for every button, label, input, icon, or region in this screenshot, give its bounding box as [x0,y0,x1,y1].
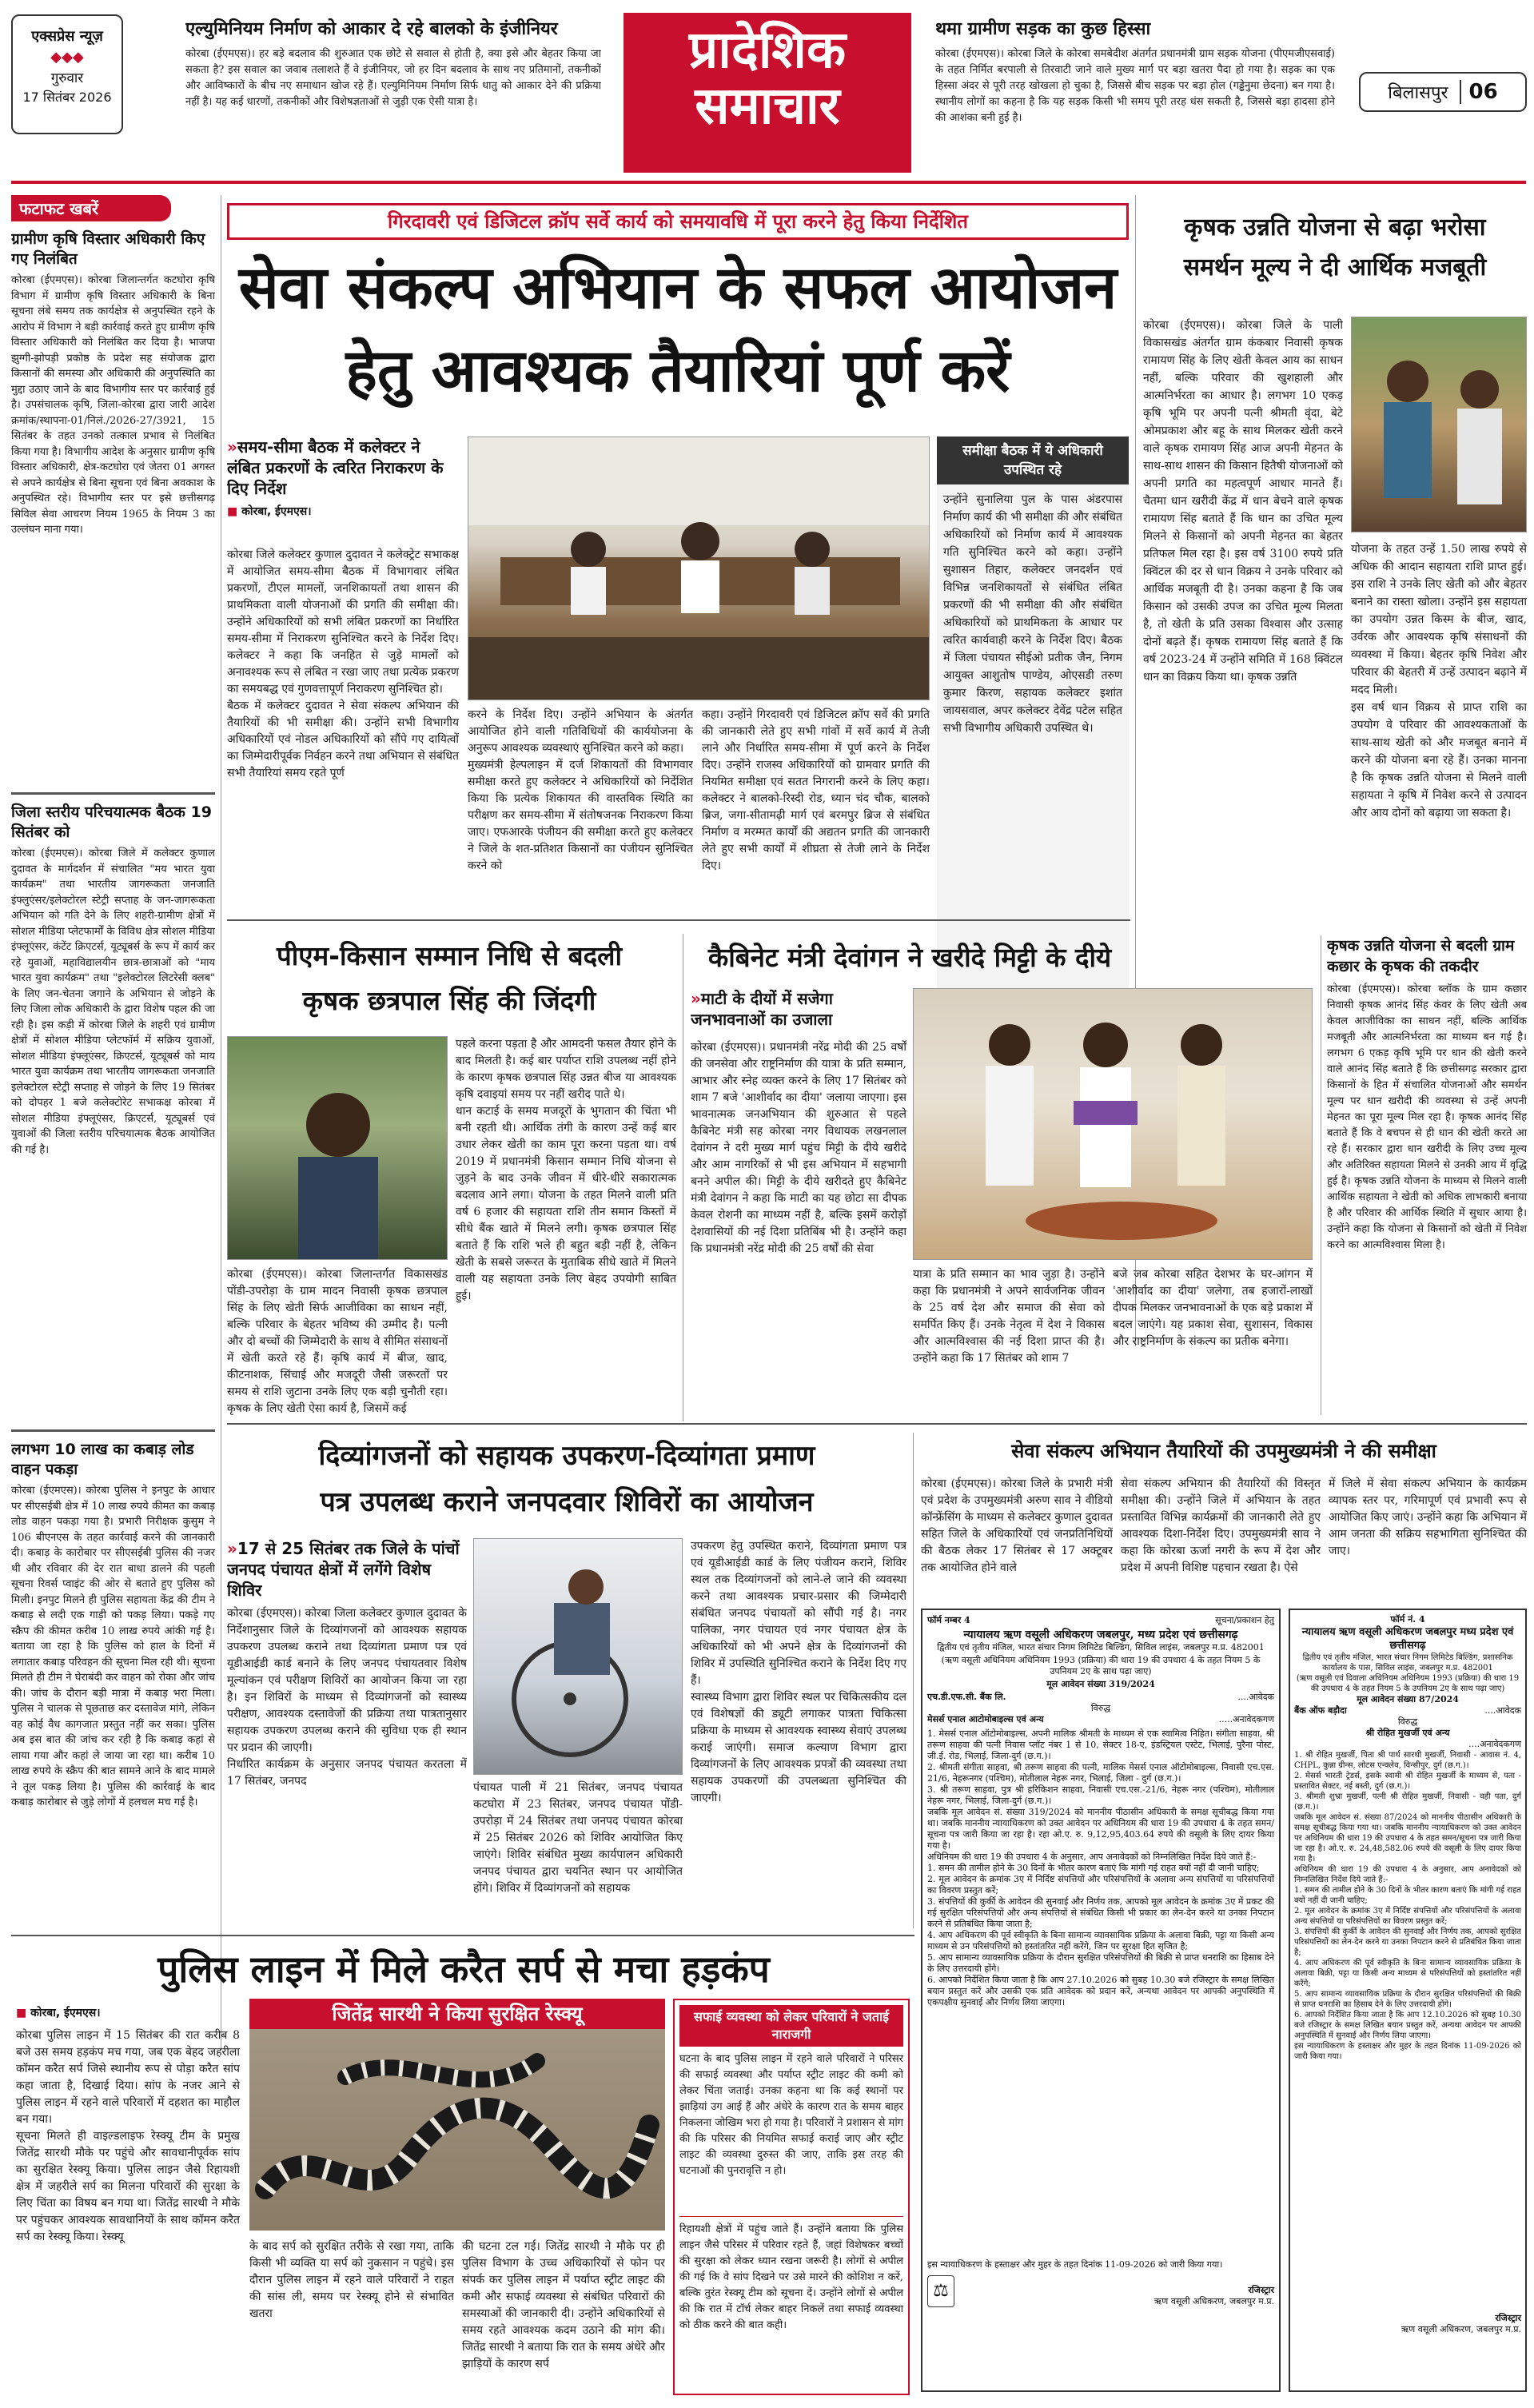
legal-sign-office: ऋण वसूली अधिकरण, जबलपुर म.प्र. [1153,2296,1274,2306]
lead-subhead-arrow-icon: » [227,437,237,456]
deewangan-headline: कैबिनेट मंत्री देवांगन ने खरीदे मिट्टी के दीये [707,942,1112,973]
divyang-headline-line1: दिव्यांगजनों को सहायक उपकरण-दिव्यांगता प्रमाण [318,1440,815,1472]
deewangan-col-2: यात्रा के प्रति सम्मान का भाव जुड़ा है। उन्होंने कहा कि प्रधानमंत्री ने अपने सार्वजनिक जीवन के 25 वर्ष देश और समाज की सेवा को समर्पित किए हैं। उनके नेतृत्व में देश ने विकास और आत्मविश्वास की नई दिशा प्राप्त की है। उन्होंने कहा कि 17 सितंबर को शाम 7 [913,1268,1105,1365]
divyang-divider [913,1433,914,1928]
dateline-bullet-icon: ■ [227,505,238,518]
kisan-badli-headline: कृषक उन्नति योजना से बदली ग्राम कछार के कृषक की तकदीर [1327,937,1515,975]
fatafat-item-1-text: कोरबा (ईएमएस)। कोरबा जिलान्तर्गत कटघोरा कृषि विभाग में ग्रामीण कृषि विस्तार अधिकारी के बिना सूचना लंबे समय तक कार्यक्षेत्र से अनुपस्थित रहने के आरोप में विभाग ने बड़ी कार्रवाई करते हुए ग्रामीण कृषि विस्तार अधिकारी को निलंबित कर दिया है। भाजपा झुग्गी-झोपड़ी प्रकोष्ठ के प्रदेश सह संयोजक द्वारा किसानों की समस्या और अधिकारी की अनुपस्थिति का मुद्दा उठाए जाने के बाद विभागीय स्तर पर कार्रवाई हुई है। उपसंचालक कृषि, जिला-कोरबा द्वारा जारी आदेश क्रमांक/स्थापना-01/निलं./2026-27/3921, 15 सितंबर के तहत उनको तत्काल प्रभाव से निलंबित किया गया है। विभागीय आदेश के अनुसार ग्रामीण कृषि विस्तार अधिकारी, क्षेत्र-कटघोरा एवं जेतरा 01 अगस्त से अपने कार्यक्षेत्र से बिना सूचना एवं बिना अवकाश के अनुपस्थित रहे। विभागीय स्तर पर इसे छत्तीसगढ़ सिविल सेवा आचरण नियम 1965 के नियम 3 का उल्लंघन माना गया। [11,274,215,536]
divyang-subhead-arrow-icon: » [227,1539,237,1558]
top-story-right-headline: थमा ग्रामीण सड़क का कुछ हिस्सा [935,19,1151,39]
legal-respondent-role: .....अनावेदकगण [1218,1714,1274,1724]
pm-kisan-headline-line2: कृषक छत्रपाल सिंह की जिंदगी [302,985,596,1016]
legal-versus: विरुद्ध [1090,1703,1111,1713]
lead-col-2: करने के निर्देश दिए। उन्होंने अभियान के अंतर्गत आयोजित होने वाली गतिविधियों की कार्ययोजना के अनुरूप आवश्यक व्यवस्थाएं सुनिश्चित करने को कहा। मुख्यमंत्री हेल्पलाइन में दर्ज शिकायतों की विभागवार समीक्षा करते हुए कलेक्टर ने अधिकारियों को निर्देशित किया कि प्रत्येक शिकायत की वास्तविक स्थिति का परीक्षण कर समय-सीमा में संतोषजनक निराकरण किया जाए। एफआरके पंजीयन की समीक्षा करते हुए कलेक्टर ने जिले के शत-प्रतिशत किसानों का पंजीयन सुनिश्चित करने को [468,708,693,872]
section-title-line2: समाचार [695,77,840,136]
legal2-form-number: फॉर्म नं. 4 [1390,1614,1425,1625]
lead-meeting-photo [468,437,930,700]
brand-ornament-icon: ◆◆◆ [50,49,84,66]
fatafat-item-3-headline: लगभग 10 लाख का कबाड़ लोड वाहन पकड़ा [11,1441,194,1478]
fatafat-item-3-text: कोरबा (ईएमएस)। कोरबा पुलिस ने इनपुट के आधार पर सीएसईबी क्षेत्र में 10 लाख रुपये कीमत का कबाड़ लोड वाहन पकड़ा गया है। प्रभारी निरीक्षक कुसुम ने 106 बीएनएस के तहत कार्रवाई करने की जानकारी दी। कबाड़ के कारोबार पर सीएसईबी पुलिस की नजर थी और रविवार की देर रात बाधा डालने की पहली सूचना रिवर्स प्वाइंट की ओर से बताते हुए पुलिस को मिली। इनपुट मिलने ही पुलिस सहायता केंद्र की टीम ने कबाड़ से लदी एक गाड़ी को पकड़ लिया। पकड़े गए स्क्रैप की कीमत करीब 10 लाख रुपये आंकी गई है। बताया जा रहा है कि पुलिस को हाल के दिनों में लगातार कबाड़ परिवहन की सूचना मिल रही थी। सूचना मिलते ही टीम ने घेराबंदी कर वाहन को रोका और जांच की। जांच के दौरान बड़ी मात्रा में कबाड़ भरा मिला। पुलिस ने चालक से पूछताछ कर दस्तावेज मांगे, लेकिन वह कोई वैध कागजात प्रस्तुत नहीं कर सका। पुलिस अब इस बात की जांच कर रही है कि कबाड़ कहां से लाया गया और कहां ले जाया जा रहा था। करीब 10 लाख रुपये के स्क्रैप की बात सामने आने के बाद मामले ने तूल पकड़ लिया है। पुलिस की कार्रवाई के बाद कबाड़ कारोबार से जुड़े लोगों में हलचल मच गई है। [11,1485,215,1808]
legal2-versus: विरुद्ध [1397,1716,1418,1727]
top-story-left-headline: एल्युमिनियम निर्माण को आकार दे रहे बालको के इंजीनियर [185,19,558,39]
lead-subhead: »समय-सीमा बैठक में कलेक्टर ने लंबित प्रकरणों के त्वरित निराकरण के दिए निर्देश [227,437,444,498]
lead-kicker-text: गिरदावरी एवं डिजिटल क्रॉप सर्वे कार्य को समयावधि में पूरा करने हेतु किया निर्देशित [388,210,968,233]
legal-address: द्वितीय एवं तृतीय मंजिल, भारत संचार निगम लिमिटेड बिल्डिंग, सिविल लाइंस, जबलपुर म.प्र. 482001 [937,1642,1265,1653]
divyang-col-1: कोरबा (ईएमएस)। कोरबा जिला कलेक्टर कुणाल दुदावत के निर्देशानुसार जिले के दिव्यांगजनों को आवश्यक सहायक उपकरण उपलब्ध कराने तथा दिव्यांगता प्रमाण पत्र एवं यूडीआईडी कार्ड बनाने के लिए जनपद पंचायतवार विशेष मूल्यांकन एवं परीक्षण शिविरों का आयोजन किया जा रहा है। इन शिविरों के माध्यम से दिव्यांगजनों को स्वास्थ्य परीक्षण, आवश्यक दस्तावेजों की प्रक्रिया तथा पात्रतानुसार सहायक उपकरण उपलब्ध कराने की सुविधा एक ही स्थान पर प्रदान की जाएगी। निर्धारित कार्यक्रम के अनुसार जनपद पंचायत करतला में 17 सितंबर, जनपद [227,1607,467,1788]
brand-name: एक्सप्रेस न्यूज़ [31,28,103,45]
legal2-respondent: श्री रोहित मुखर्जी एवं अन्य [1365,1728,1450,1738]
legal-title: न्यायालय ऋण वसूली अधिकरण जबलपुर, मध्य प्रदेश एवं छत्तीसगढ़ [963,1629,1238,1641]
legal2-sign: रजिस्ट्रार [1495,2313,1521,2323]
police-dateline-bullet-icon: ■ [16,2007,27,2019]
upmukhyamantri-col-2: सेवा संकल्प अभियान की तैयारियों की विस्तृत समीक्षा की। उन्होंने जिले में अभियान के तहत प्रस्तावित विभिन्न कार्यक्रमों की जानकारी लेते हुए आवश्यक दिशा-निर्देश दिए। उपमुख्यमंत्री साव ने कहा कि कोरबा ऊर्जा नगरी के रूप में देश और प्रदेश में अपनी विशिष्ट पहचान रखता है। ऐसे [1121,1477,1321,1574]
legal-bank: एच.डी.एफ.सी. बैंक लि. [927,1692,1006,1702]
police-box-text: घटना के बाद पुलिस लाइन में रहने वाले परिवारों ने परिसर की सफाई व्यवस्था और पर्याप्त स्ट्रीट लाइट की कमी को लेकर चिंता जताई। उनका कहना था कि कई स्थानों पर झाड़ियां उग आई हैं और अंधेरे के कारण रात के समय बाहर निकलना जोखिम भरा हो गया है। परिवारों ने प्रशासन से मांग की कि परिसर की नियमित सफाई कराई जाए और स्ट्रीट लाइट की व्यवस्था दुरुस्त की जाए, ताकि इस तरह की घटनाओं की पुनरावृत्ति न हो। [679,2053,903,2177]
legal2-bank-role: ....आवेदक [1484,1705,1521,1716]
top-story-left-text: कोरबा (ईएमएस)। हर बड़े बदलाव की शुरुआत एक छोटे से सवाल से होती है, क्या इसे और बेहतर किया जा सकता है? इस सवाल का जवाब तलाशते हैं वे इंजीनियर, जो हर दिन बदलाव के साथ नए प्रतिमानों, तकनीकों और आविष्कारों के बीच नए समाधान खोज रहे हैं। एल्युमिनियम निर्माण सिर्फ धातु को आकार देने की प्रक्रिया नहीं है। यह कई धारणों, तकनीकों और विशेषज्ञताओं से जुड़ी एक ऐसी यात्रा है। [185,48,601,108]
legal-act: (ऋण वसूली अधिनियम अधिनियम 1993 (प्रक्रिया) की धारा 19 की उपधारा 4 के तहत नियम 5 के उपनियम 2ए के साथ पढ़ा जाए) [941,1655,1261,1676]
pm-kisan-headline [227,934,671,1027]
farmer-photo-graphic [1352,317,1527,532]
lead-sidebar-text: उन्होंने सुनालिया पुल के पास अंडरपास निर्माण कार्य की भी समीक्षा की और संबंधित अधिकारियों को निर्माण कार्य में आवश्यक गति सुनिश्चित करने को कहा। उन्होंने सुशासन तिहार, कलेक्टर जनदर्शन एवं विभिन्न जनशिकायतों से संबंधित लंबित प्रकरणों की भी समीक्षा की और संबंधित अधिकारियों को प्राथमिकता के आधार पर त्वरित कार्यवाही करने के निर्देश दिए। बैठक में जिला पंचायत सीईओ प्रतीक जैन, निगम आयुक्त आशुतोष पाण्डेय, ओएसडी तरुण कुमार किरण, सहायक कलेक्टर इशांत जायसवाल, अपर कलेक्टर देवेंद्र पटेल सहित सभी विभागीय अधिकारी उपस्थित थे। [943,493,1122,735]
fatafat-item-2-headline: जिला स्तरीय परिचयात्मक बैठक 19 सितंबर को [11,803,212,841]
wheelchair-graphic [474,1539,683,1775]
police-photo-banner: जितेंद्र सारथी ने किया सुरक्षित रेस्क्यू [249,1999,665,2029]
police-col-3-visible: की घटना टल गई। जितेंद्र सारथी ने मौके पर ही पुलिस विभाग के उच्च अधिकारियों से फोन पर संपर्क कर पुलिस लाइन में पर्याप्त स्ट्रीट लाइट की कमी और सफाई व्यवस्था से संबंधित परिवारों की समस्याओं की जानकारी दी। उन्होंने अधिकारियों से समय रहते आवश्यक कदम उठाने की मांग की। जितेंद्र सारथी ने बताया कि रात के समय अंधेरे और झाड़ियों के कारण सर्प [462,2240,665,2370]
legal2-act: (ऋण वसूली एवं दिवाला अधिनियम अधिनियम 1993 (प्रक्रिया) की धारा 19 की उपधारा 4 के तहत नियम 5 के उपनियम 2ए के साथ पढ़ा जाए) [1296,1674,1520,1693]
pm-kisan-photo [227,1036,448,1260]
lead-dateline: ■ कोरबा, ईएमएस। [227,505,312,518]
lead-col-3: कहा। उन्होंने गिरदावरी एवं डिजिटल क्रॉप सर्वे की प्रगति की जानकारी लेते हुए सभी गांवों में सर्वे कार्य में तेजी लाने और निर्धारित समय-सीमा में पूर्ण करने के निर्देश दिए। उन्होंने राजस्व अधिकारियों को ग्रामवार प्रगति की नियमित समीक्षा एवं सतत निगरानी करने के लिए कहा। कलेक्टर ने बालको-रिस्दी रोड, ध्यान चंद चौक, बालको ब्रिज, जगा-सीतामढ़ी मार्ग एवं बरमपुर ब्रिज से संबंधित निर्माण व मरम्मत कार्यों की अद्यतन प्रगति की जानकारी लेते हुए सभी कार्यों में शीघ्रता से तेजी लाने के निर्देश दिए। [702,708,930,872]
upmukhyamantri-headline: सेवा संकल्प अभियान तैयारियों की उपमुख्यमंत्री ने की समीक्षा [1011,1440,1436,1462]
lead-bottom-rule [227,919,1130,921]
legal2-bank: बैंक ऑफ बड़ौदा [1294,1705,1347,1716]
kisan-badli-box [1327,935,1527,1415]
minister-photo-graphic [914,989,1313,1260]
police-dateline: ■ कोरबा, ईएमएस। [16,2007,101,2019]
legal-sign-date: इस न्यायाधिकरण के हस्ताक्षर और मुहर के तहत दिनांक 11-09-2026 को जारी किया गया। [927,2259,1223,2270]
kisan-badli-text: कोरबा (ईएमएस)। कोरबा ब्लॉक के ग्राम कछार निवासी कृषक आनंद सिंह कंवर के लिए खेती अब केवल आजीविका का साधन नहीं, बल्कि आर्थिक मजबूती और आत्मनिर्भरता का माध्यम बन गई है। लगभग 6 एकड़ कृषि भूमि पर धान की खेती करने वाले आनंद सिंह बताते हैं कि छत्तीसगढ़ सरकार द्वारा किसानों के हित में संचालित योजनाओं और समर्थन मूल्य पर धान खरीदी की व्यवस्था से उन्हें अपनी मेहनत का पूरा मूल्य मिल रहा है। कृषक आनंद सिंह बताते हैं कि वे बचपन से ही धान की खेती करते आ रहे हैं। सरकार द्वारा धान खरीदी के लिए उच्च मूल्य और अतिरिक्त सहायता मिलने से उनकी आय में वृद्धि हुई है। कृषक उन्नति योजना के माध्यम से मिलने वाली आर्थिक सहायता ने खेती को अधिक लाभकारी बनाया है और परिवार की आर्थिक स्थिति में सुधार आया है। उन्होंने कहा कि योजना से किसानों को खेती में निवेश करने का आत्मविश्वास मिला है। [1327,983,1527,1251]
kisan-unnati-headline-line2: समर्थन मूल्य ने दी आर्थिक मजबूती [1183,253,1487,281]
masthead-rule [11,181,1526,184]
deewangan-subhead-arrow-icon: » [691,989,701,1008]
page-number: 06 [1460,80,1498,104]
legal-body: 1. मेसर्स एनाल ऑटोमोबाइल्स, अपनी मालिक श्रीमती के माध्यम से एक स्वामित्व निहित। संगीता साहवा, श्री तरूण साहवा की पत्नी निवास प्लॉट नंबर 1 से 10, सेक्टर 18-ए, इंडस्ट्रियल एस्टेट, भिलाई, पुरैना पोस्ट, जी.ई. रोड, भिलाई, जिला-दुर्ग (छ.ग.)। 2. श्रीमती संगीता साहवा, श्री तरूण साहवा की पत्नी, मालिक मेसर्स एनाल ऑटोमोबाइल्स, निवासी एच.एस. 21/6, नेहरूनगर (पश्चिम), मोतीलाल नेहरू नगर, भिलाई, जिला - दुर्ग (छ.ग.)। 3. श्री तरूण साहवा, पुत्र श्री हरिकिशन साहवा, निवासी एच.एस.-21/6, नेहरू नगर (पश्चिम), मोतीलाल नेहरू नगर, भिलाई, जिला-दुर्ग (छ.ग.)। जबकि मूल आवेदन सं. संख्या 319/2024 को माननीय पीठासीन अधिकारी के समक्ष सूचीबद्ध किया गया था। जबकि माननीय न्यायाधिकरण को उक्त आवेदन पर अधिनियम की धारा 19 की उपधारा 4 के तहत समन/सूचना पत्र जारी किया जा रहा है। रहा ओ.ए. रु. 9,12,95,403.64 रुपये की वसूली के लिए दायर किया गया है। अधिनियम की धारा 19 की उपधारा 4 के अनुसार, आप अनावेदकों को निम्नलिखित निर्देश दिये जाते हैं:- 1. समन की तामील होने के 30 दिनों के भीतर कारण बताएं कि मांगी गई राहत क्यों नहीं दी जानी चाहिए; 2. मूल आवेदन के क्रमांक 3ए में निर्दिष्ट संपत्तियों और परिसंपत्तियों के अलावा अन्य संपत्तियों या परिसंपत्तियों का विवरण प्रस्तुत करें; 3. संपत्तियों की कुर्की के आवेदन की सुनवाई और निर्णय तक, आपको मूल आवेदन के क्रमांक 3ए में प्रकट की गई सुरक्षित परिसंपत्तियों और अन्य संपत्तियों से संबंधित किसी भी प्रकार का लेन-देन करने या उनका निपटान करने से प्रतिबंधित किया जाता है; 4. आप अधिकरण की पूर्व स्वीकृति के बिना सामान्य व्यावसायिक प्रक्रिया के अलावा बिक्री, पट्टा या किसी अन्य माध्यम से उन परिसंपत्तियों को हस्तांतरित नहीं करेंगे, जिन पर सुरक्षा हित सृजित है; 5. आप सामान्य व्यावसायिक प्रक्रिया के दौरान सुरक्षित परिसंपत्तियों की बिक्री से प्राप्त धनराशि का हिसाब देने के लिए उत्तरदायी होंगे। 6. आपको निर्देशित किया जाता है कि आप 27.10.2026 को सुबह 10.30 बजे रजिस्ट्रार के समक्ष लिखित बयान प्रस्तुत करें और उसकी एक प्रति आवेदक को प्रदान करें, अन्यथा आवेदन पर आपकी अनुपस्थिति में एकपक्षीय सुनवाई और निर्णय लिया जाएगा। [927,1728,1274,2007]
top-story-left [185,18,601,138]
kisan-unnati-caption: योजना के तहत उन्हें 1.50 लाख रुपये से अधिक की आदान सहायता राशि प्राप्त हुई। इस राशि ने उनके लिए खेती को और बेहतर बनाने का रास्ता खोला। उन्होंने इस सहायता का उपयोग उन्नत किस्म के बीज, खाद, उर्वरक और आवश्यक कृषि संसाधनों की व्यवस्था में किया। बेहतर कृषि निवेश और परिवार की बेहतरी में उन्हें उत्पादन बढ़ाने में मदद मिली। इस वर्ष धान विक्रय से प्राप्त राशि का उपयोग वे परिवार की आवश्यकताओं के साथ-साथ खेती को और मजबूत बनाने में करने की योजना बना रहे हैं। उनका मानना है कि कृषक उन्नति योजना से मिलने वाली सहायता ने कृषि में निवेश करने से उत्पादन और आय दोनों को बढ़ाया जा सकता है। [1351,543,1527,819]
pm-kisan-headline-line1: पीएम-किसान सम्मान निधि से बदली [276,940,623,971]
lead-sidebar-title: समीक्षा बैठक में ये अधिकारी उपस्थित रहे [937,437,1129,484]
masthead-brand-box [11,14,123,134]
pm-kisan-col-1: कोरबा (ईएमएस)। कोरबा जिलान्तर्गत विकासखंड पोंडी-उपरोड़ा के ग्राम मादन निवासी कृषक छत्रपाल सिंह के लिए खेती सिर्फ आजीविका का साधन नहीं, बल्कि परिवार के बेहतर भविष्य की उम्मीद है। पत्नी और दो बच्चों की जिम्मेदारी के साथ वे सीमित संसाधनों में खेती करते रहे हैं। कृषि कार्य में बीज, खाद, कीटनाशक, सिंचाई और मजदूरी जैसी जरूरतों पर समय से राशि जुटाना उनके लिए एक बड़ी चुनौती रहा। कृषक के लिए खेती ऐसा कार्य है, जिसमें कई [227,1268,448,1415]
legal2-title: न्यायालय ऋण वसूली अधिकरण जबलपुर मध्य प्रदेश एवं छत्तीसगढ़ [1301,1626,1514,1652]
police-box-title: सफाई व्यवस्था को लेकर परिवारों ने जताई नाराजगी [679,2005,903,2047]
deewangan-subhead: »माटी के दीयों में सजेगा जनभावनाओं का उजाला [691,989,833,1029]
kisan-unnati-headline [1143,208,1527,304]
legal-bank-role: ....आवेदक [1237,1692,1274,1702]
legal-emblem-icon: ⚖ [927,2275,954,2307]
fatafat-label: फटाफट खबरें [11,195,171,221]
fatafat-item-2-text: कोरबा (ईएमएस)। कोरबा जिले में कलेक्टर कुणाल दुदावत के मार्गदर्शन में संचालित "मय भारत युवा कार्यक्रम" तथा भारतीय जागरूकता जनजाति इंफ्लुएंसर/इलेक्टोरल स्टेट्री सप्ताह के जन-जागरूकता अभियान को गति देने के लिए शहरी-ग्रामीण क्षेत्रों में सोशल मीडिया प्लेटफार्मों के विविध क्षेत्र सोशल मीडिया इंफ्लूएंसर, कंटेंट क्रिएटर्स, यूट्यूबर्स के रूप में कार्य कर रहे युवाओं, महाविद्यालयीन छात्र-छात्राओं को "माय भारत युवा कार्यक्रम" तथा "इलेक्टोरल लिटरेसी क्लब" के लिए जन-चेतना जगाने के अभियान से जोड़ने के लिए जिला लोक अधिकारी के द्वारा विशेष पहल की जा रही है। इस कड़ी में कोरबा जिले के शहरी एवं ग्रामीण क्षेत्रों में सोशल मीडिया प्लेटफॉर्म में सक्रिय युवाओं, सोशल मीडिया इंफ्लूएंसर, क्रिएटर्स, यूट्यूबर्स को माय भारत युवा कार्यक्रम तथा भारतीय जागरूकता जनजाति इलेक्टोरल स्टेट्री सप्ताह से जोड़ने के लिए 19 सितंबर को दोपहर 1 बजे कलेक्टोरेट सभाकक्ष कोरबा में सोशल मीडिया इंफ्लूएंसर, क्रिएटर्स, यूट्यूबर्स एवं युवाओं की जिला स्तरीय परिचयात्मक बैठक आयोजित की गई है। [11,847,215,1156]
police-top-rule [11,1935,914,1936]
upmukhyamantri-col-1: कोरबा (ईएमएस)। कोरबा जिले के प्रभारी मंत्री एवं प्रदेश के उपमुख्यमंत्री अरुण साव ने वीडियो कॉन्फ्रेंसिंग के माध्यम से कलेक्टर कुणाल दुदावत सहित जिले के अधिकारियों एवं जनप्रतिनिधियों की बैठक लेकर 17 सितंबर से 17 अक्टूबर तक आयोजित होने वाले [921,1477,1113,1574]
legal2-body: 1. श्री रोहित मुखर्जी, पिता श्री पार्थ सारथी मुखर्जी, निवासी - आवास नं. 4, CHPL, कुन्ना ग्रीन्स, लोटस एन्क्लेव, विन्सीपुर, दुर्ग (छ.ग.)। 2. मेसर्स भारती ट्रेडर्स, इसके स्वामी श्री रोहित मुखर्जी के माध्यम से, पता - प्रस्तावित सेक्टर, नई बस्ती, दुर्ग (छ.ग.)। 3. श्रीमती शुभ्रा मुखर्जी, पत्नी श्री रोहित मुखर्जी, निवासी - वही पता, दुर्ग (छ.ग.)। जबकि मूल आवेदन सं. संख्या 87/2024 को माननीय पीठासीन अधिकारी के समक्ष सूचीबद्ध किया गया था। जबकि माननीय न्यायाधिकरण को उक्त आवेदन पर अधिनियम की धारा 19 की उपधारा 4 के तहत समन/सूचना पत्र जारी किया जा रहा है। ओ.ए. रु. 24,48,582.06 रुपये की वसूली के लिए दायर किया गया है। अधिनियम की धारा 19 की उपधारा 4 के अनुसार, आप अनावेदकों को निम्नलिखित निर्देश दिये जाते हैं:- 1. समन की तामील होने के 30 दिनों के भीतर कारण बताएं कि मांगी गई राहत क्यों नहीं दी जानी चाहिए; 2. मूल आवेदन के क्रमांक 3ए में निर्दिष्ट संपत्तियों और परिसंपत्तियों के अलावा अन्य संपत्तियों या परिसंपत्तियों का विवरण प्रस्तुत करें; 3. संपत्तियों की कुर्की के आवेदन की सुनवाई और निर्णय तक, आपको सुरक्षित परिसंपत्तियों का लेन-देन करने या उनका निपटान करने से प्रतिबंधित किया जाता है; 4. आप अधिकरण की पूर्व स्वीकृति के बिना सामान्य व्यावसायिक प्रक्रिया के अलावा बिक्री, पट्टा या किसी अन्य माध्यम से परिसंपत्तियों को हस्तांतरित नहीं करेंगे; 5. आप सामान्य व्यावसायिक प्रक्रिया के दौरान सुरक्षित परिसंपत्तियों की बिक्री से प्राप्त धनराशि का हिसाब देने के लिए उत्तरदायी होंगे। 6. आपको निर्देशित किया जाता है कि आप 12.10.2026 को सुबह 10.30 बजे रजिस्ट्रार के समक्ष लिखित बयान प्रस्तुत करें, अन्यथा आवेदन पर आपकी अनुपस्थिति में सुनवाई और निर्णय लिया जाएगा। इस न्यायाधिकरण के हस्ताक्षर और मुहर के तहत दिनांक 11-09-2026 को जारी किया गया। [1294,1751,1521,2061]
lead-headline-line2: हेतु आवश्यक तैयारियां पूर्ण करें [345,337,1010,405]
lead-kicker [227,203,1129,240]
legal-form-number: फॉर्म नम्बर 4 [927,1615,970,1625]
pm-kisan-col-2: पहले करना पड़ता है और आमदनी फसल तैयार होने के बाद मिलती है। कई बार पर्याप्त राशि उपलब्ध नहीं होने के कारण कृषक छत्रपाल सिंह उन्नत बीज या आवश्यक कृषि दवाइयां समय पर नहीं खरीद पाते थे। धान कटाई के समय मजदूरों के भुगतान की चिंता भी बनी रहती थी। आर्थिक तंगी के कारण उन्हें कई बार उधार लेकर खेती का काम पूरा करना पड़ता था। वर्ष 2019 में प्रधानमंत्री किसान सम्मान निधि योजना से जुड़ने के बाद उनके जीवन में धीरे-धीरे सकारात्मक बदलाव आने लगा। योजना के तहत मिलने वाली प्रति वर्ष 6 हजार की सहायता राशि तीन समान किस्तों में सीधे बैंक खाते में मिलने लगी। कृषक छत्रपाल सिंह बताते हैं कि राशि भले ही बहुत बड़ी नहीं है, लेकिन खेती के सबसे जरूरत के मुताबिक सीधे खाते में मिलने वाली यह सहायता उनके लिए बेहद उपयोगी साबित हुई। [456,1038,676,1302]
legal2-address: द्वितीय एवं तृतीय मंजिल, भारत संचार निगम लिमिटेड बिल्डिंग, प्रशासनिक कार्यालय के पास, सिविल लाइंस, जबलपुर म.प्र. 482001 [1302,1653,1513,1672]
lead-subhead-block [227,437,459,540]
police-headline: पुलिस लाइन में मिले करैत सर्प से मचा हड़कंप [157,1948,770,1991]
deewangan-col-1: कोरबा (ईएमएस)। प्रधानमंत्री नरेंद्र मोदी की 25 वर्षों की जनसेवा और राष्ट्रनिर्माण की यात्रा के प्रति सम्मान, आभार और स्नेह व्यक्त करने के लिए 17 सितंबर को शाम 7 बजे 'आशीर्वाद का दीया' जलाया जाएगा। इस भावनात्मक जनअभियान की शुरुआत से पहले कैबिनेट मंत्री सह कोरबा नगर विधायक लखनलाल देवांगन ने दरी मुख्य मार्ग पहुंच मिट्टी के दीये खरीदे और आम नागरिकों से भी इस अभियान में सहभागी बनने अपील की। मिट्टी के दीये खरीदते हुए कैबिनेट मंत्री देवांगन ने कहा कि माटी का यह छोटा सा दीपक केवल रोशनी का माध्यम नहीं है, बल्कि इसमें करोड़ों देशवासियों की नई दिशा प्रतिबिंब भी है। उन्होंने कहा कि प्रधानमंत्री नरेंद्र मोदी की 25 वर्षों की सेवा [691,1041,906,1255]
legal-notice-main [921,1609,1281,2392]
legal-sign: रजिस्ट्रार [1248,2285,1274,2295]
police-box [673,1999,910,2395]
deewangan-col-3: बजे जब कोरबा सहित देशभर के घर-आंगन में 'आशीर्वाद का दीया' जलेगा, तब हजारों-लाखों दीपक मिलकर जनभावनाओं के एक बड़े प्रकाश में बदल जाएंगे। यह प्रकाश सेवा, सुशासन, विकास और राष्ट्रनिर्माण के संकल्प का प्रतीक बनेगा। [1113,1268,1313,1348]
fatafat-column [11,195,215,2066]
lead-headline-line1: सेवा संकल्प अभियान के सफल आयोजन [238,253,1118,322]
fatafat-item-1-headline: ग्रामीण कृषि विस्तार अधिकारी किए गए निलंबित [11,230,205,268]
page-city-box [1359,72,1527,112]
legal-case-number: मूल आवेदन संख्या 319/2024 [1046,1679,1155,1689]
page-city: बिलासपुर [1388,83,1448,103]
meeting-photo-graphic [468,437,930,700]
upmukhyamantri-col-3: में जिले में सेवा संकल्प अभियान के कार्यक्रम व्यापक स्तर पर, गरिमापूर्ण एवं प्रभावी रूप से आयोजित किए जाएं। उन्होंने कहा कि अभियान में आम जनता की सक्रिय सहभागिता सुनिश्चित की जाए। [1329,1477,1527,1557]
divyang-headline [227,1433,906,1529]
top-story-right-text: कोरबा (ईएमएस)। कोरबा जिले के कोरबा समबेदीश अंतर्गत प्रधानमंत्री ग्राम सड़क योजना (पीएमजीएसवाई) के तहत निर्मित बरपाली से तिरवाटी जाने वाले मुख्य मार्ग पर बड़ा खतरा पैदा हो गया है। सड़क का एक हिस्सा अंदर से पूरी तरह खोखला हो चुका है, जिससे बीच सड़क पर बड़ा होल (गड्ढेनुमा छेदना) बन गया है। स्थानीय लोगों का कहना है कि यह सड़क किसी भी समय पूरी तरह धंस सकती है, जिससे बड़ा हादसा होने की आशंका बनी हुई है। [935,48,1335,124]
top-story-right [935,18,1335,138]
legal2-respondent-role: ....अनावेदकगण [1468,1739,1521,1749]
police-col-1: कोरबा पुलिस लाइन में 15 सितंबर की रात करीब 8 बजे उस समय हड़कंप मच गया, जब एक बेहद जहरीला कॉमन करैत सर्प जिसे स्थानीय रूप से पोड़ा करैत सांप कहा जाता है, दिखाई दिया। सांप के नजर आने से पुलिस लाइन में रहने वाले परिवारों में दहशत का माहौल बन गया। सूचना मिलते ही वाइल्डलाइफ रेस्क्यू टीम के प्रमुख जितेंद्र सारथी मौके पर पहुंचे और सावधानीपूर्वक सांप का सुरक्षित रेस्क्यू किया। पुलिस लाइन जैसे रिहायशी क्षेत्र में जहरीले सर्प का मिलना परिवारों की सुरक्षा के लिए चिंता का विषय बन गया था। जितेंद्र सारथी ने मौके पर पहुंचकर आवश्यक सावधानियों के साथ कॉमन करैत सर्प का रेस्क्यू किया। रेस्क्यू [16,2029,240,2243]
mid-rule [227,1423,1527,1425]
farmer-portrait-graphic [228,1037,448,1260]
divyang-photo [473,1538,683,1775]
lead-col-1: कोरबा जिले कलेक्टर कुणाल दुदावत ने कलेक्ट्रेट सभाकक्ष में आयोजित समय-सीमा बैठक में विभागवार लंबित प्रकरणों, टीएल मामलों, जनशिकायतों तथा शासन की प्राथमिकता वाली योजनाओं की प्रगति की समीक्षा की। उन्होंने अधिकारियों को सभी लंबित प्रकरणों का निर्धारित समय-सीमा में निराकरण सुनिश्चित करने के निर्देश दिए। कलेक्टर ने कहा कि जनहित से जुड़े मामलों को अनावश्यक रूप से लंबित न रखा जाए तथा प्रत्येक प्रकरण का समयबद्ध एवं गुणवत्तापूर्ण निराकरण सुनिश्चित हो। बैठक में कलेक्टर दुदावत ने सेवा संकल्प अभियान की तैयारियों की भी समीक्षा की। उन्होंने सभी विभागीय अधिकारियों एवं नोडल अधिकारियों को सौंपे गए दायित्वों का जिम्मेदारीपूर्वक निर्वहन करने तथा अभियान से संबंधित सभी तैयारियां समय रहते पूर्ण [227,548,459,779]
kisan-unnati-headline-line1: कृषक उन्नति योजना से बढ़ा भरोसा [1184,213,1486,241]
kisan-unnati-photo [1351,317,1527,532]
legal-form-right: सूचना/प्रकाशन हेतु [1215,1615,1274,1625]
lead-headline [227,246,1129,422]
deewangan-photo [913,988,1313,1260]
issue-day: गुरुवार [50,70,84,86]
police-photo [249,1999,665,2231]
legal-notice-side [1289,1609,1527,2392]
divyang-col-2: पंचायत पाली में 21 सितंबर, जनपद पंचायत कटघोरा में 23 सितंबर, जनपद पंचायत पोंडी-उपरोड़ा में 24 सितंबर तथा जनपद पंचायत कोरबा में 25 सितंबर 2026 को शिविर आयोजित किए जाएंगे। शिविर संबंधित मुख्य कार्यपालन अधिकारी जनपद पंचायत द्वारा चयनित स्थान पर आयोजित होंगे। शिविर में दिव्यांगजनों को सहायक [473,1781,683,1895]
section-title-line1: प्रादेशिक [688,21,847,80]
snake-photo-graphic [249,2029,665,2231]
divyang-headline-line2: पत्र उपलब्ध कराने जनपदवार शिविरों का आयोजन [320,1486,814,1518]
divyang-subhead: »17 से 25 सितंबर तक जिले के पांचों जनपद पंचायत क्षेत्रों में लगेंगे विशेष शिविर [227,1539,460,1599]
section-banner [624,13,911,173]
issue-date: 17 सितंबर 2026 [22,90,112,105]
police-col-4-text: रिहायशी क्षेत्रों में पहुंच जाते हैं। उन्होंने बताया कि पुलिस लाइन जैसे परिसर में परिवार रहते हैं, जहां विशेषकर बच्चों की सुरक्षा को लेकर ध्यान रखना जरूरी है। लोगों से अपील की गई कि वे सांप दिखने पर उसे मारने की कोशिश न करें, बल्कि तुरंत रेस्क्यू टीम को सूचना दें। उन्होंने लोगों से अपील की कि रात में टॉर्च लेकर बाहर निकलें तथा सफाई व्यवस्था को ठीक करने की बात कही। [679,2223,903,2331]
kisan-unnati-text: कोरबा (ईएमएस)। कोरबा जिले के पाली विकासखंड अंतर्गत ग्राम कंकबार निवासी कृषक रामायण सिंह के लिए खेती केवल आय का साधन नहीं, बल्कि परिवार की खुशहाली और आत्मनिर्भरता का आधार है। लगभग 10 एकड़ कृषि भूमि पर अपनी पत्नी श्रीमती वृंदा, बेटे ओमप्रकाश और बहू के साथ मिलकर खेती करने वाले कृषक रामायण सिंह आज अपनी मेहनत के साथ-साथ शासन की किसान हितैषी योजनाओं को अपनी प्रगति का महत्वपूर्ण आधार मानते हैं। चैतमा धान खरीदी केंद्र में धान बेचने वाले कृषक रामायण सिंह बताते हैं कि धान का उचित मूल्य मिलने से किसानों को अपनी मेहनत का बेहतर प्रतिफल मिल रहा है। इस वर्ष 3100 रुपये प्रति क्विंटल की दर से धान विक्रय ने उनके परिवार को आर्थिक मजबूती दी है। उनका कहना है कि जब किसान को उसकी उपज का उचित मूल्य मिलता है, तो खेती के प्रति उसका विश्वास और उत्साह दोनों बढ़ते हैं। कृषक रामायण सिंह बताते हैं कि वर्ष 2023-24 में उन्होंने समिति में 168 क्विंटल धान का विक्रय किया था। कृषक उन्नति [1143,319,1343,684]
legal2-case-number: मूल आवेदन संख्या 87/2024 [1357,1694,1459,1704]
divyang-col-3: उपकरण हेतु उपस्थित कराने, दिव्यांगता प्रमाण पत्र एवं यूडीआईडी कार्ड के लिए पंजीयन कराने, शिविर स्थल तक दिव्यांगजनों को लाने-ले जाने की व्यवस्था करने तथा आवश्यक प्रचार-प्रसार की जिम्मेदारी संबंधित जनपद पंचायतों को सौंपी गई है। नगर पालिका, नगर पंचायत एवं नगर पंचायत क्षेत्र के अधिकारियों को भी अपने क्षेत्र के दिव्यांगजनों की शिविर में उपस्थिति सुनिश्चित कराने के निर्देश दिए गए हैं। स्वास्थ्य विभाग द्वारा शिविर स्थल पर चिकित्सकीय दल एवं विशेषज्ञों की ड्यूटी लगाकर पात्रता चिकित्सा प्रक्रिया के माध्यम से आवश्यक स्वास्थ्य सेवाएं उपलब्ध कराई जाएंगी। समाज कल्याण विभाग द्वारा दिव्यांगजनों के लिए आवश्यक प्रपत्रों की व्यवस्था तथा सहायक उपकरणों की उपलब्धता सुनिश्चित की जाएगी। [691,1540,906,1804]
police-col-2: के बाद सर्प को सुरक्षित तरीके से रखा गया, ताकि किसी भी व्यक्ति या सर्प को नुकसान न पहुंचे। इस दौरान पुलिस लाइन में रहने वाले परिवारों ने राहत की सांस ली, समय पर रेस्क्यू होने से संभावित खतरा [249,2240,454,2320]
legal-respondent: मेसर्स एनाल आटोमोबाइल्स एवं अन्य [927,1714,1044,1724]
legal2-sign-office: ऋण वसूली अधिकरण, जबलपुर म.प्र. [1401,2324,1521,2334]
